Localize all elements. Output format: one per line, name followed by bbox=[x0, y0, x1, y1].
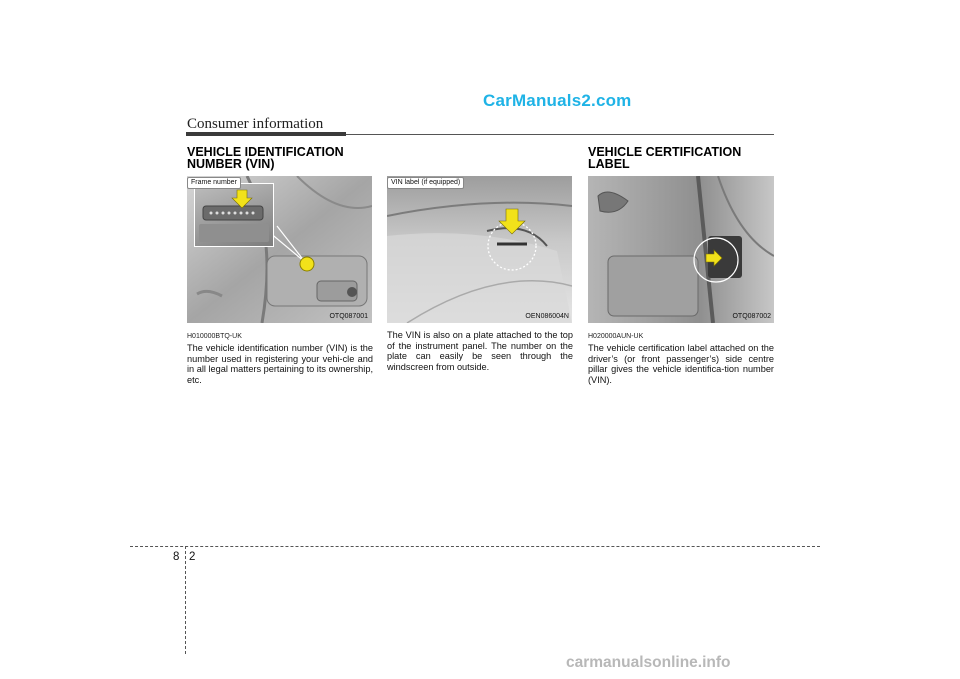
frame-number-inset bbox=[194, 183, 274, 247]
vin-body-text: The vehicle identification number (VIN) is the number used in registering your vehi-cle and in all legal matters pertaining to its ownership, etc. bbox=[187, 343, 373, 385]
certification-body-text: The vehicle certification label attached on the driver’s (or front passenger’s) side centre pillar gives the vehicle identifica-tion number (VIN). bbox=[588, 343, 774, 385]
footer-rule-horizontal bbox=[130, 546, 820, 547]
chapter-number: 8 bbox=[173, 551, 180, 563]
certification-heading-line2: LABEL bbox=[588, 157, 630, 171]
photo-code-2: OEN086004N bbox=[525, 313, 569, 320]
photo-code-1: OTQ087001 bbox=[329, 313, 368, 320]
watermark-top: CarManuals2.com bbox=[483, 91, 632, 110]
header-rule-thin bbox=[346, 134, 774, 135]
certification-heading-line1: VEHICLE CERTIFICATION bbox=[588, 145, 742, 159]
watermark-bottom: carmanualsonline.info bbox=[566, 654, 731, 671]
section-title: Consumer information bbox=[187, 116, 324, 132]
vin-label-photo bbox=[387, 176, 572, 323]
vin-heading-line1: VEHICLE IDENTIFICATION bbox=[187, 145, 344, 159]
vin-plate-body-text: The VIN is also on a plate attached to the top of the instrument panel. The number on the plate can easily be seen through the windscreen from outside. bbox=[387, 330, 573, 372]
photo-code-3: OTQ087002 bbox=[732, 313, 771, 320]
header-rule-thick bbox=[186, 132, 346, 136]
vin-heading-line2: NUMBER (VIN) bbox=[187, 157, 275, 171]
frame-number-photo bbox=[187, 176, 372, 323]
ref-code-1: H010000BTQ-UK bbox=[187, 333, 242, 340]
footer-rule-vertical bbox=[185, 546, 186, 654]
vin-label-callout: VIN label (if equipped) bbox=[387, 177, 464, 189]
frame-number-callout: Frame number bbox=[187, 177, 241, 189]
ref-code-3: H020000AUN-UK bbox=[588, 333, 644, 340]
vin-heading bbox=[187, 146, 372, 170]
certification-heading bbox=[588, 146, 773, 170]
arrow-down-icon bbox=[232, 190, 252, 208]
certification-label-photo bbox=[588, 176, 774, 323]
arrow-right-icon bbox=[300, 257, 314, 271]
page-number: 2 bbox=[189, 551, 196, 563]
